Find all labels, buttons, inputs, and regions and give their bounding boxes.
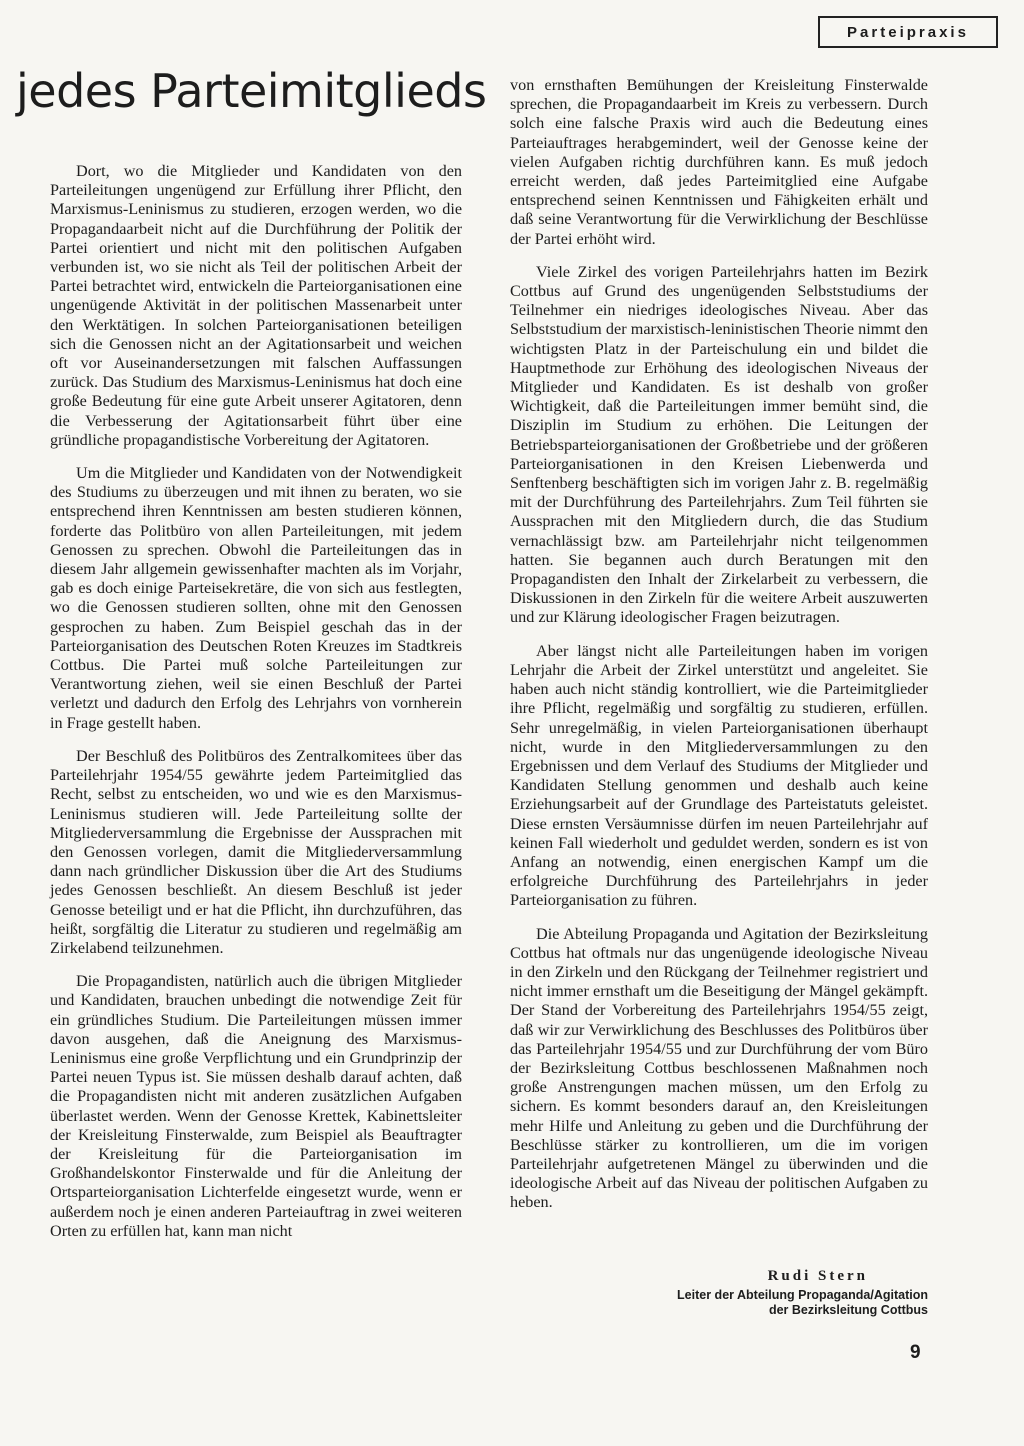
right-column	[510, 76, 928, 1227]
left-column	[50, 162, 462, 1255]
page-number: 9	[910, 1342, 921, 1363]
author-title-line: Leiter der Abteilung Propaganda/Agitation	[677, 1288, 928, 1302]
paragraph-continuation: von ernsthaften Bemühungen der Kreisleitung Finsterwalde sprechen, die Propagandaarbeit im Kreis zu verbessern. Durch solch eine falsche Praxis wird auch die Bedeutung eines Parteiauftrages herabgemindert, weil der Genosse keine der vielen Aufgaben richtig durchführen kann. Es muß jedoch erreicht werden, daß jedes Parteimitglied eine Aufgabe entsprechend seinen Kenntnissen und Fähigkeiten erhält und daß seine Verantwortung für die Verwirklichung der Beschlüsse der Partei erhöht wird.	[510, 76, 928, 248]
section-label: Parteipraxis	[818, 16, 998, 48]
paragraph: Die Abteilung Propaganda und Agitation der Bezirksleitung Cottbus hat oftmals nur das ungenügende ideologische Niveau in den Zirkeln und den Rückgang der Teilnehmer registriert und nicht immer ernsthaft um die Beseitigung der Mängel gekämpft. Der Stand der Vorbereitung des Parteilehrjahrs 1954/55 zeigt, daß wir zur Verwirklichung des Beschlusses des Politbüros über das Parteilehrjahr 1954/55 und zur Durchführung der vom Büro der Bezirksleitung Cottbus beschlossenen Maßnahmen noch große Anstrengungen machen müssen, um den Erfolg zu sichern. Es kommt besonders darauf an, den Kreisleitungen mehr Hilfe und Anleitung zu geben und die Durchführung der Beschlüsse stärker zu kontrollieren, um die im vorigen Parteilehrjahr aufgetretenen Mängel zu überwinden und die ideologische Arbeit auf das Niveau der politischen Aufgaben zu heben.	[510, 924, 928, 1212]
author-title	[612, 1288, 928, 1318]
author-signature	[612, 1268, 928, 1318]
article-headline: jedes Parteimitglieds	[16, 64, 487, 118]
paragraph: Der Beschluß des Politbüros des Zentralkomitees über das Parteilehrjahr 1954/55 gewährte jedem Parteimitglied das Recht, selbst zu entscheiden, wo und wie es den Marxismus-Leninismus studieren will. Jede Parteileitung sollte der Mitgliederversammlung die Ergebnisse der Aussprachen mit den Genossen vorlegen, damit die Mitgliederversammlung dann nach gründlicher Diskussion über die Art des Studiums jedes Genossen beschließt. An diesem Beschluß ist jeder Genosse beteiligt und er hat die Pflicht, ihn durchzuführen, das heißt, sorgfältig die Literatur zu studieren und regelmäßig am Zirkelabend teilzunehmen.	[50, 746, 462, 957]
paragraph: Aber längst nicht alle Parteileitungen haben im vorigen Lehrjahr die Arbeit der Zirkel unterstützt und angeleitet. Sie haben auch nicht ständig kontrolliert, wie die Parteimitglieder ihre Pflicht, regelmäßig und sorgfältig zu studieren, erfüllen. Sehr unregelmäßig, in vielen Parteiorganisationen überhaupt nicht, wurde in den Mitgliederversammlungen zu den Ergebnissen und dem Verlauf des Studiums der Mitglieder und Kandidaten Stellung genommen und deshalb auch keine Erziehungsarbeit auf der Grundlage des Parteistatuts geleistet. Diese ernsten Versäumnisse dürfen im neuen Parteilehrjahr auf keinen Fall wiederholt und geduldet werden, sondern es ist von Anfang an notwendig, einen energischen Kampf um die erfolgreiche Durchführung des Parteilehrjahrs in jeder Parteiorganisation zu führen.	[510, 641, 928, 910]
paragraph: Viele Zirkel des vorigen Parteilehrjahrs hatten im Bezirk Cottbus auf Grund des ungenügenden Selbststudiums der Teilnehmer ein niedriges ideologisches Niveau. Aber das Selbststudium der marxistisch-leninistischen Theorie nimmt den wichtigsten Platz in der Parteischulung ein und bildet die Hauptmethode zur Erhöhung des ideologischen Niveaus der Mitglieder und Kandidaten. Es ist deshalb von großer Wichtigkeit, daß die Parteileitungen immer bemüht sind, die Disziplin im Studium zu erhöhen. Die Leitungen der Betriebsparteiorganisationen der Großbetriebe und der größeren Parteiorganisationen in den Kreisen Liebenwerda und Senftenberg beschäftigten sich im vorigen Jahr z. B. regelmäßig mit der Durchführung des Parteilehrjahrs. Zum Teil führten sie Aussprachen mit den Mitgliedern durch, die das Studium vernachlässigt bzw. am Parteilehrjahr nicht teilgenommen hatten. Sie begannen auch durch Beratungen mit den Propagandisten den Inhalt der Zirkelarbeit zu verbessern, die Diskussionen in den Zirkeln für die weitere Arbeit auszuwerten und zur Klärung ideologischer Fragen beizutragen.	[510, 262, 928, 627]
author-title-line: der Bezirksleitung Cottbus	[768, 1303, 928, 1317]
paragraph: Dort, wo die Mitglieder und Kandidaten von den Parteileitungen ungenügend zur Erfüllung ihrer Pflicht, den Marxismus-Leninismus zu studieren, erzogen werden, wo die Propagandaarbeit nicht auf die Durchführung der Politik der Partei orientiert und nicht mit den politischen Aufgaben verbunden ist, wo sie nicht als Teil der politischen Arbeit der Partei betrachtet wird, entwickeln die Parteiorganisationen eine ungenügende Aktivität in der politischen Massenarbeit unter den Werktätigen. In solchen Parteiorganisationen beteiligen sich die Genossen nicht an der Agitationsarbeit und weichen oft vor Auseinandersetzungen mit falschen Auffassungen zurück. Das Studium des Marxismus-Leninismus hat doch eine große Bedeutung für eine gute Arbeit unserer Agitatoren, denn die Verbesserung der Agitationsarbeit führt über eine gründliche propagandistische Vorbereitung der Agitatoren.	[50, 162, 462, 449]
paragraph: Um die Mitglieder und Kandidaten von der Notwendigkeit des Studiums zu überzeugen und mit ihnen zu beraten, wo sie entsprechend ihren Kenntnissen am besten studieren können, forderte das Politbüro von allen Parteileitungen, mit jedem Genossen zu sprechen. Obwohl die Parteileitungen das in diesem Jahr allgemein gewissenhafter machten als im Vorjahr, gab es doch einige Parteisekretäre, die von sich aus festlegten, wo die Genossen studieren sollten, ohne mit den Genossen gesprochen zu haben. Zum Beispiel geschah das in der Parteiorganisation des Deutschen Roten Kreuzes im Stadtkreis Cottbus. Die Partei muß solche Parteileitungen zur Verantwortung ziehen, weil sie einen Beschluß der Partei verletzt und dadurch den Erfolg des Lehrjahrs von vornherein in Frage gestellt haben.	[50, 464, 462, 732]
paragraph: Die Propagandisten, natürlich auch die übrigen Mitglieder und Kandidaten, brauchen unbedingt die notwendige Zeit für ein gründliches Studium. Die Parteileitungen müssen immer davon ausgehen, daß die Aneignung des Marxismus-Leninismus eine große Verpflichtung und ein Grundprinzip der Partei neuen Typus ist. Sie müssen deshalb darauf achten, daß die Propagandisten nicht mit anderen zusätzlichen Aufgaben überlastet werden. Wenn der Genosse Krettek, Kabinettsleiter der Kreisleitung Finsterwalde, zum Beispiel als Beauftragter der Kreisleitung für die Parteiorganisation im Großhandelskontor Finsterwalde und für die Anleitung der Ortsparteiorganisation Lichterfelde eingesetzt wurde, wenn er außerdem noch je einen anderen Parteiauftrag in zwei weiteren Orten zu erfüllen hat, kann man nicht	[50, 972, 462, 1240]
author-name: Rudi Stern	[767, 1268, 868, 1284]
